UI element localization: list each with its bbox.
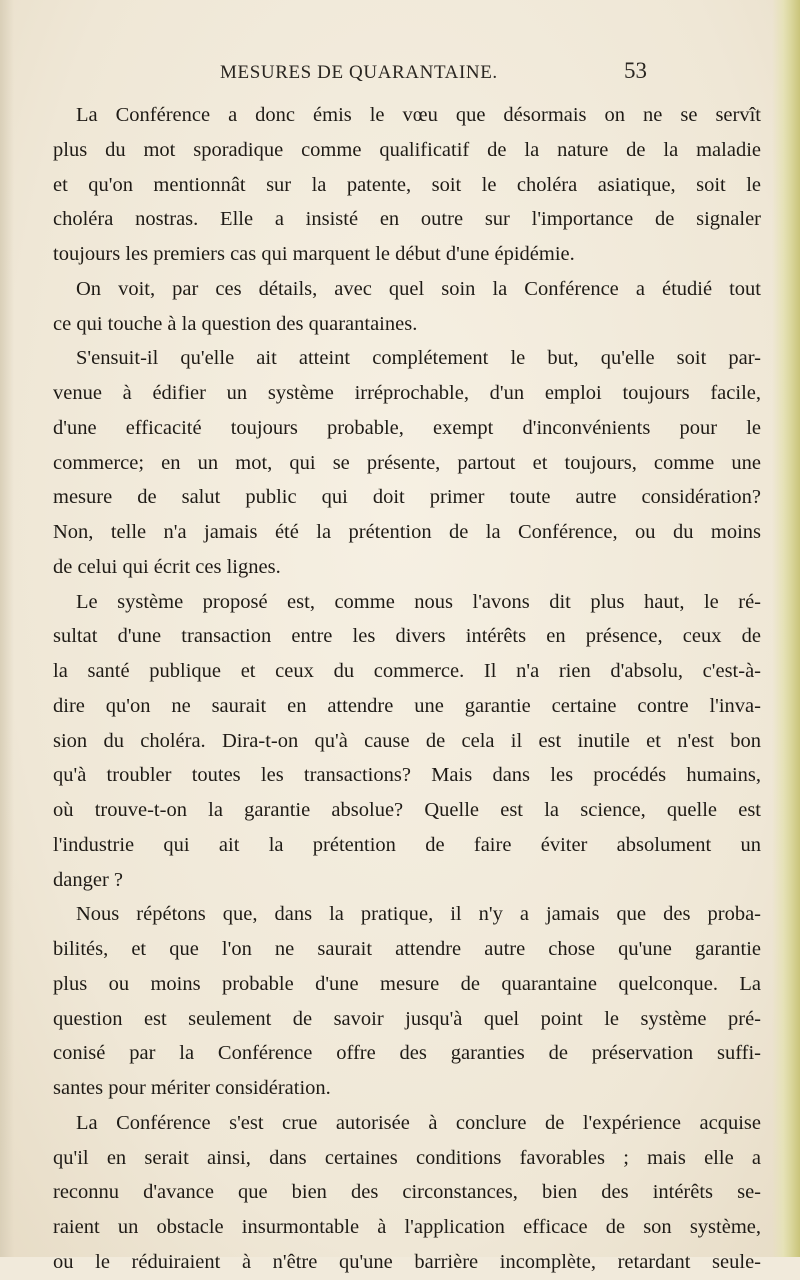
text-line: S'ensuit-il qu'elle ait atteint complétement le but, qu'elle soit par- (76, 347, 761, 370)
text-line: qu'il en serait ainsi, dans certaines conditions favorables ; mais elle a (53, 1146, 761, 1169)
text-line: La Conférence s'est crue autorisée à conclure de l'expérience acquise (76, 1111, 761, 1134)
text-line: bilités, et que l'on ne saurait attendre autre chose qu'une garantie (53, 938, 761, 960)
text-line: venue à édifier un système irréprochable, d'un emploi toujours facile, (53, 382, 761, 404)
text-line: Le système proposé est, comme nous l'avons dit plus haut, le ré- (76, 590, 761, 613)
text-line: ou le réduiraient à n'être qu'une barrière incomplète, retardant seule- (53, 1250, 761, 1273)
text-line: l'industrie qui ait la prétention de faire éviter absolument un (53, 833, 761, 856)
text-line: dire qu'on ne saurait en attendre une garantie certaine contre l'inva- (53, 694, 761, 717)
text-line: conisé par la Conférence offre des garanties de préservation suffi- (53, 1042, 761, 1065)
running-head: MESURES DE QUARANTAINE. (220, 62, 498, 83)
text-line: ce qui touche à la question des quarantaines. (53, 312, 418, 335)
text-line: mesure de salut public qui doit primer toute autre considération? (53, 486, 761, 509)
text-line: commerce; en un mot, qui se présente, partout et toujours, comme une (53, 451, 761, 474)
text-line: d'une efficacité toujours probable, exempt d'inconvénients pour le (53, 416, 761, 439)
text-line: danger ? (53, 868, 123, 891)
text-line: Non, telle n'a jamais été la prétention de la Conférence, ou du moins (53, 521, 761, 543)
text-line: plus du mot sporadique comme qualificatif de la nature de la maladie (53, 138, 761, 161)
text-line: On voit, par ces détails, avec quel soin la Conférence a étudié tout (76, 277, 761, 300)
text-line: où trouve-t-on la garantie absolue? Quelle est la science, quelle est (53, 799, 761, 821)
text-line: qu'à troubler toutes les transactions? Mais dans les procédés humains, (53, 764, 761, 787)
text-line: plus ou moins probable d'une mesure de quarantaine quelconque. La (53, 972, 761, 995)
page-header (0, 58, 800, 88)
text-line: toujours les premiers cas qui marquent le début d'une épidémie. (53, 243, 575, 265)
page-left-shadow (0, 0, 14, 1257)
text-line: la santé publique et ceux du commerce. Il n'a rien d'absolu, c'est-à- (53, 660, 761, 682)
text-line: Nous répétons que, dans la pratique, il n'y a jamais que des proba- (76, 903, 761, 926)
text-line: sultat d'une transaction entre les divers intérêts en présence, ceux de (53, 625, 761, 648)
text-line: sion du choléra. Dira-t-on qu'à cause de cela il est inutile et n'est bon (53, 729, 761, 752)
page-right-edge (772, 0, 800, 1257)
text-line: raient un obstacle insurmontable à l'application efficace de son système, (53, 1216, 761, 1238)
text-line: santes pour mériter considération. (53, 1077, 331, 1099)
body-text (53, 98, 761, 1280)
text-line: question est seulement de savoir jusqu'à quel point le système pré- (53, 1007, 761, 1030)
text-line: et qu'on mentionnât sur la patente, soit le choléra asiatique, soit le (53, 173, 761, 196)
text-line: choléra nostras. Elle a insisté en outre sur l'importance de signaler (53, 208, 761, 231)
text-line: de celui qui écrit ces lignes. (53, 555, 281, 578)
page-number: 53 (624, 58, 647, 83)
text-line: reconnu d'avance que bien des circonstances, bien des intérêts se- (53, 1181, 761, 1204)
text-line: La Conférence a donc émis le vœu que désormais on ne se servît (76, 104, 761, 126)
